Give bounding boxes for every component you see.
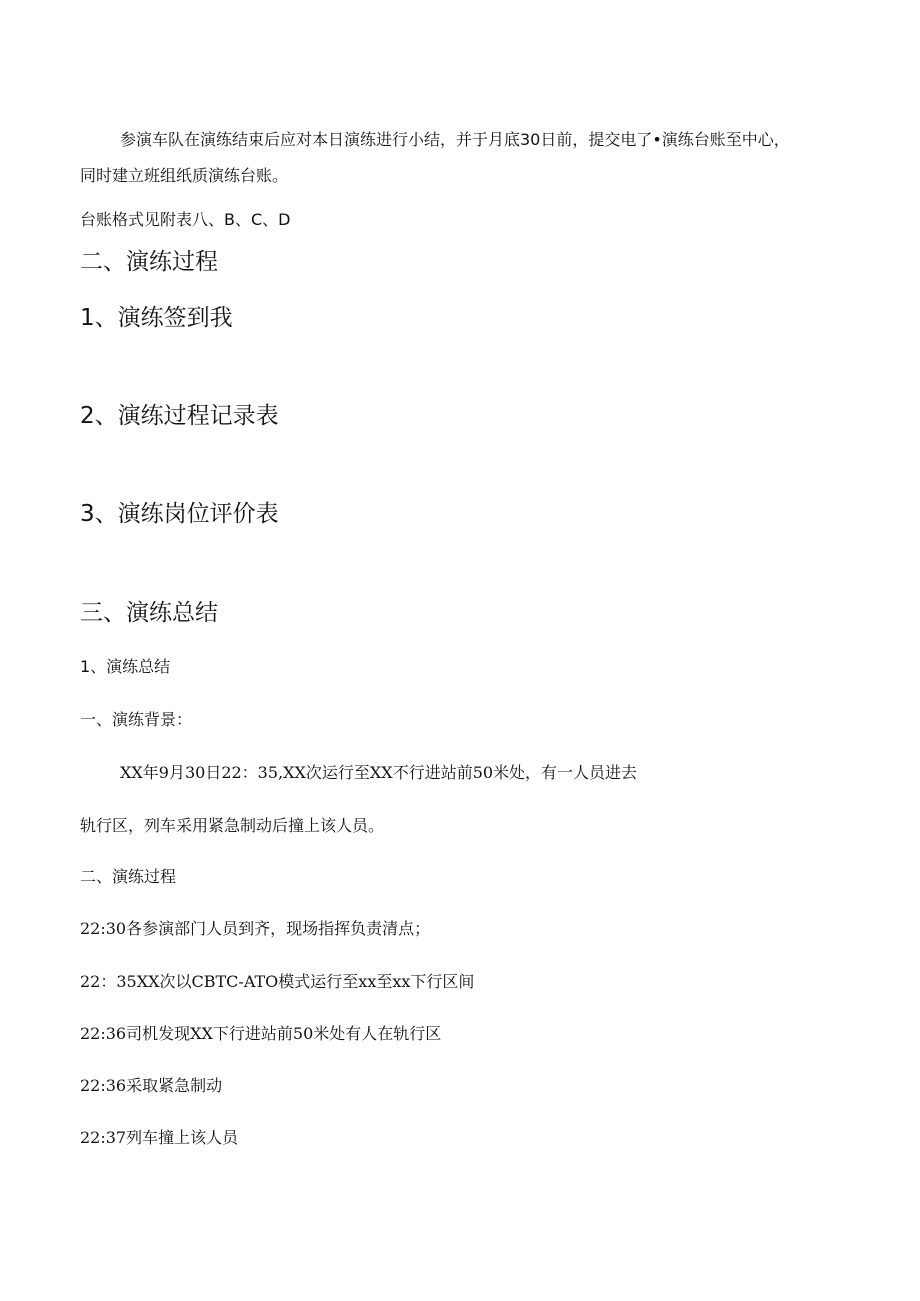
section-2-item-1: 1、演练签到我 xyxy=(80,305,233,331)
background-heading: 一、演练背景： xyxy=(80,710,193,729)
section-2-title: 二、演练过程 xyxy=(80,249,218,275)
intro-format-note: 台账格式见附表八、B、C、D xyxy=(80,210,291,229)
background-line-2: 轨行区，列车采用紧急制动后撞上该人员。 xyxy=(80,816,385,835)
process-item-5: 22:37列车撞上该人员 xyxy=(80,1128,239,1147)
process-item-2: 22：35XX次以CBTC-ATO模式运行至xx至xx下行区间 xyxy=(80,972,475,991)
section-2-item-2: 2、演练过程记录表 xyxy=(80,403,279,429)
summary-subtitle: 1、演练总结 xyxy=(80,657,171,676)
background-line-1: XX年9月30日22：35,XX次运行至XX不行进站前50米处，有一人员进去 xyxy=(120,763,638,782)
process-item-3: 22:36司机发现XX下行进站前50米处有人在轨行区 xyxy=(80,1024,442,1043)
intro-paragraph-line-1: 参演车队在演练结束后应对本日演练进行小结，并于月底30日前，提交电了•演练台账至中心， xyxy=(120,130,790,149)
intro-paragraph-line-2: 同时建立班组纸质演练台账。 xyxy=(80,166,289,185)
process-item-1: 22:30各参演部门人员到齐，现场指挥负责清点； xyxy=(80,919,431,938)
section-2-item-3: 3、演练岗位评价表 xyxy=(80,501,279,527)
process-item-4: 22:36采取紧急制动 xyxy=(80,1076,223,1095)
section-3-title: 三、演练总结 xyxy=(80,600,218,626)
process-heading: 二、演练过程 xyxy=(80,867,177,886)
